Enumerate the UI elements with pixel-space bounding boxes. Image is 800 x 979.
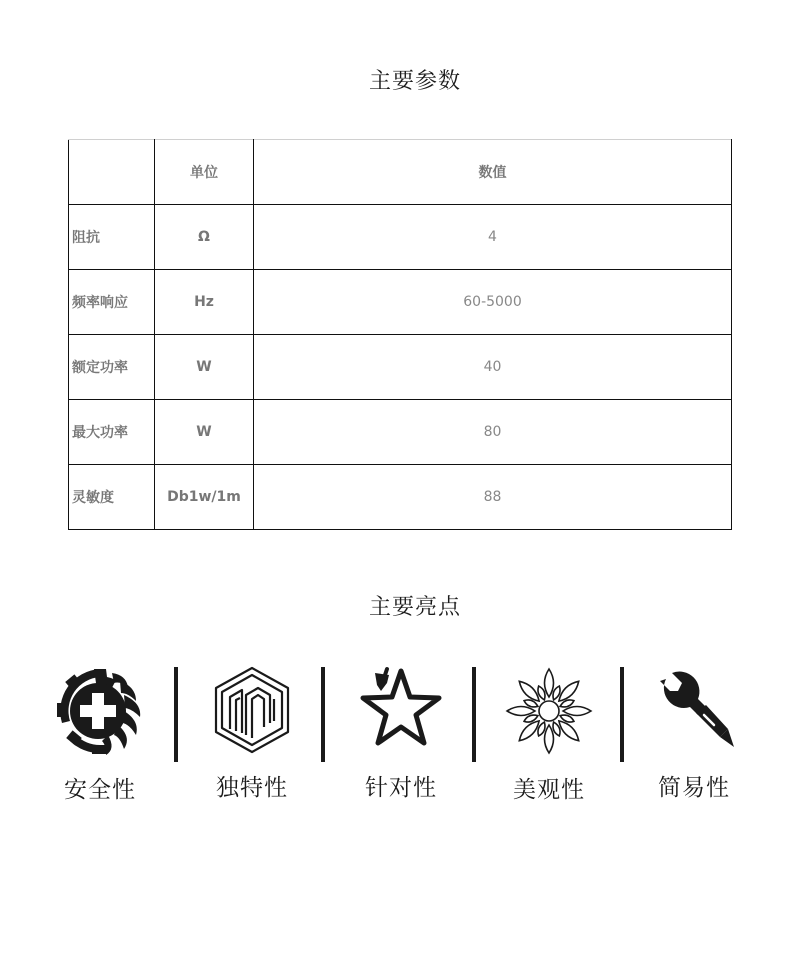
divider (174, 667, 178, 762)
highlights-section-title: 主要亮点 (368, 595, 461, 620)
divider (321, 667, 325, 762)
param-value-cell: 80 (254, 400, 732, 465)
feature-item-safety (40, 665, 160, 804)
table-row (69, 465, 732, 530)
header-cell-value: 数值 (254, 140, 732, 205)
feature-item-uniqueness (192, 665, 312, 802)
feature-item-aesthetic (489, 665, 609, 804)
param-name-cell: 最大功率 (69, 400, 155, 465)
table-row (69, 400, 732, 465)
feature-label: 简易性 (658, 775, 730, 801)
wrench-screwdriver-icon (652, 665, 736, 755)
feature-label: 针对性 (365, 775, 437, 801)
flower-icon (504, 665, 594, 757)
spec-table (68, 139, 732, 530)
param-unit-cell: W (155, 335, 254, 400)
hexagon-maze-icon (212, 665, 292, 755)
table-row (69, 335, 732, 400)
star-icon (357, 665, 445, 755)
divider (620, 667, 624, 762)
param-name-cell: 额定功率 (69, 335, 155, 400)
params-section-title: 主要参数 (368, 69, 461, 94)
param-value-cell: 4 (254, 205, 732, 270)
param-unit-cell: Hz (155, 270, 254, 335)
safety-gear-plus-icon (54, 665, 146, 757)
table-row (69, 205, 732, 270)
feature-label: 美观性 (513, 777, 585, 803)
highlights-row (0, 665, 800, 805)
param-value-cell: 40 (254, 335, 732, 400)
param-unit-cell: Db1w/1m (155, 465, 254, 530)
divider (472, 667, 476, 762)
feature-item-targeted (341, 665, 461, 802)
param-unit-cell: W (155, 400, 254, 465)
param-value-cell: 88 (254, 465, 732, 530)
param-name-cell: 阻抗 (69, 205, 155, 270)
feature-label: 独特性 (216, 775, 288, 801)
param-value-cell: 60-5000 (254, 270, 732, 335)
table-header-row (69, 140, 732, 205)
feature-label: 安全性 (64, 777, 136, 803)
param-unit-cell: Ω (155, 205, 254, 270)
param-name-cell: 灵敏度 (69, 465, 155, 530)
header-cell-empty (69, 140, 155, 205)
feature-item-simplicity (634, 665, 754, 802)
param-name-cell: 频率响应 (69, 270, 155, 335)
header-cell-unit: 单位 (155, 140, 254, 205)
table-row (69, 270, 732, 335)
